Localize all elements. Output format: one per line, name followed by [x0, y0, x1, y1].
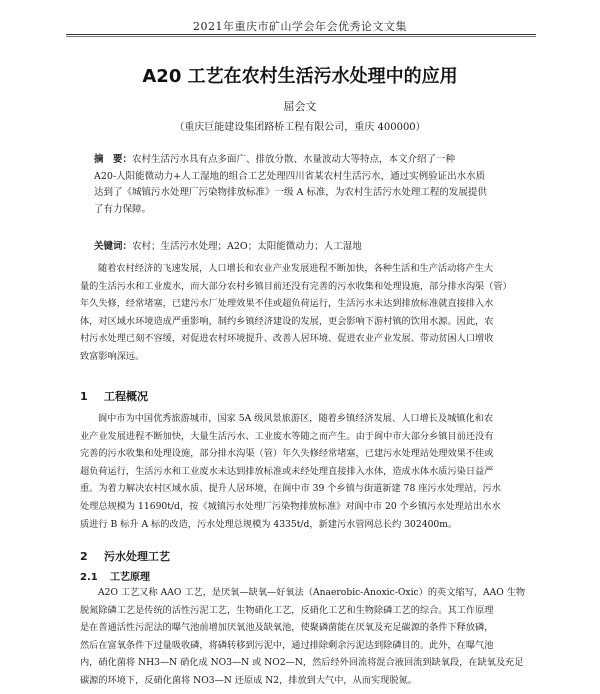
section-number: 2	[80, 550, 88, 563]
subsection-title: 工艺原理	[110, 572, 150, 583]
header-rule-thin	[66, 36, 536, 37]
paragraph-line: 年久失修，经常堵塞，已建污水厂处理效果不佳或超负荷运行，生活污水未达到排放标准就直接排入水	[80, 298, 494, 310]
paragraph-line: 然后在富氧条件下过量吸收磷，将磷转移到污泥中，通过排除剩余污泥达到除磷目的。此外，在曝气池	[80, 639, 494, 651]
paragraph-line: 质进行 B 标升 A 标的改造，污水处理总规模为 4335t/d，新建污水管网总长约 302400m。	[80, 518, 458, 530]
paragraph-line: 量的生活污水和工业废水，而大部分农村乡镇目前还没有完善的污水收集和处理设施，部分排水沟渠（管）	[80, 280, 512, 292]
author: 屈会文	[283, 100, 317, 113]
keywords-label: 关键词：	[94, 241, 133, 252]
section-title: 污水处理工艺	[104, 550, 170, 563]
paragraph-line: 是在普通活性污泥法的曝气池前增加厌氧池及缺氧池，使聚磷菌能在厌氧及充足碳源的条件下释放磷，	[80, 622, 494, 634]
paragraph-line: 处理总规模为 11690t/d，按《城镇污水处理厂污染物排放标准》对阆中市 20 个乡镇污水处理站出水水	[80, 500, 501, 512]
affiliation: （重庆巨能建设集团路桥工程有限公司，重庆 400000）	[174, 122, 426, 133]
section-2-1-body	[80, 584, 532, 690]
paragraph-line: 业产业发展进程不断加快，大量生活污水、工业废水等随之而产生。由于阆中市大部分乡镇目前还没有	[80, 430, 494, 442]
paragraph-line: 致富影响深远。	[80, 350, 145, 362]
keywords-text: 农村；生活污水处理；A2O；太阳能微动力；人工湿地	[132, 241, 362, 252]
introduction	[80, 260, 532, 366]
paragraph-line: 村污水处理已刻不容缓，对促进农村环境提升、改善人居环境、促进农业产业发展、带动贫困人口增收	[80, 333, 494, 345]
abstract-line: 达到了《城镇污水处理厂污染物排放标准》一级 A 标准，为农村生活污水处理工程的发展提供	[94, 187, 487, 198]
abstract-text: 农村生活污水具有点多面广、排放分散、水量波动大等特点，本文介绍了一种	[132, 154, 456, 165]
section-number: 1	[80, 390, 88, 403]
paragraph-line: 重。为着力解决农村区域水质、提升人居环境，在阆中市 39 个乡镇与街道新建 78 座污水处理站，污水	[80, 483, 501, 495]
paragraph-line: A2O 工艺又称 AAO 工艺，是厌氧—缺氧—好氧法（Anaerobic-Anoxic-Oxic）的英文缩写，AAO 生物	[98, 587, 526, 598]
paragraph-line: 碳源的环境下，反硝化菌将 NO3—N 还原成 N2，排放到大气中，从而实现脱氮。	[80, 674, 417, 686]
paragraph-line: 完善的污水收集和处理设施，部分排水沟渠（管）年久失修经常堵塞，已建污水处理站处理效果不佳或	[80, 448, 494, 460]
section-title: 工程概况	[104, 390, 148, 403]
header-rule	[66, 34, 536, 35]
running-head: 2021年重庆市矿山学会年会优秀论文文集	[193, 20, 407, 33]
paragraph-line: 阆中市为中国优秀旅游城市，国家 5A 级风景旅游区，随着乡镇经济发展、人口增长及城镇化和农	[98, 413, 494, 424]
subsection-heading	[80, 568, 150, 583]
section-heading	[80, 388, 148, 404]
paragraph-line: 超负荷运行，生活污水和工业废水未达到排放标准或未经处理直接排入水体，造成水体水质污染日益严	[80, 465, 494, 477]
abstract-label: 摘 要：	[94, 154, 133, 165]
abstract-line: A20-人阳能微动力+人工湿地的组合工艺处理四川省某农村生活污水，通过实例验证出水水质	[94, 170, 486, 182]
paragraph-line: 随着农村经济的飞速发展，人口增长和农业产业发展进程不断加快，各种生活和生产活动将产生大	[98, 263, 494, 274]
keywords	[94, 238, 526, 252]
abstract-line: 了有力保障。	[94, 203, 152, 215]
section-heading	[80, 548, 170, 564]
paragraph-line: 内，硝化菌将 NH3—N 硝化成 NO3—N 或 NO2—N，然后经外回流将混合液回流到缺氧段，在缺氧及充足	[80, 657, 524, 669]
subsection-number: 2.1	[80, 572, 98, 583]
paragraph-line: 体，对区域水环境造成严重影响，制约乡镇经济建设的发展，更会影响下游村镇的饮用水源。因此，农	[80, 315, 494, 327]
paragraph-line: 脱氮除磷工艺是传统的活性污泥工艺，生物硝化工艺，反硝化工艺和生物除磷工艺的综合。其工作原理	[80, 604, 494, 616]
section-1-body	[80, 410, 532, 533]
abstract-line	[94, 152, 526, 169]
abstract	[94, 152, 526, 218]
paper-title: A20 工艺在农村生活污水处理中的应用	[142, 66, 458, 87]
